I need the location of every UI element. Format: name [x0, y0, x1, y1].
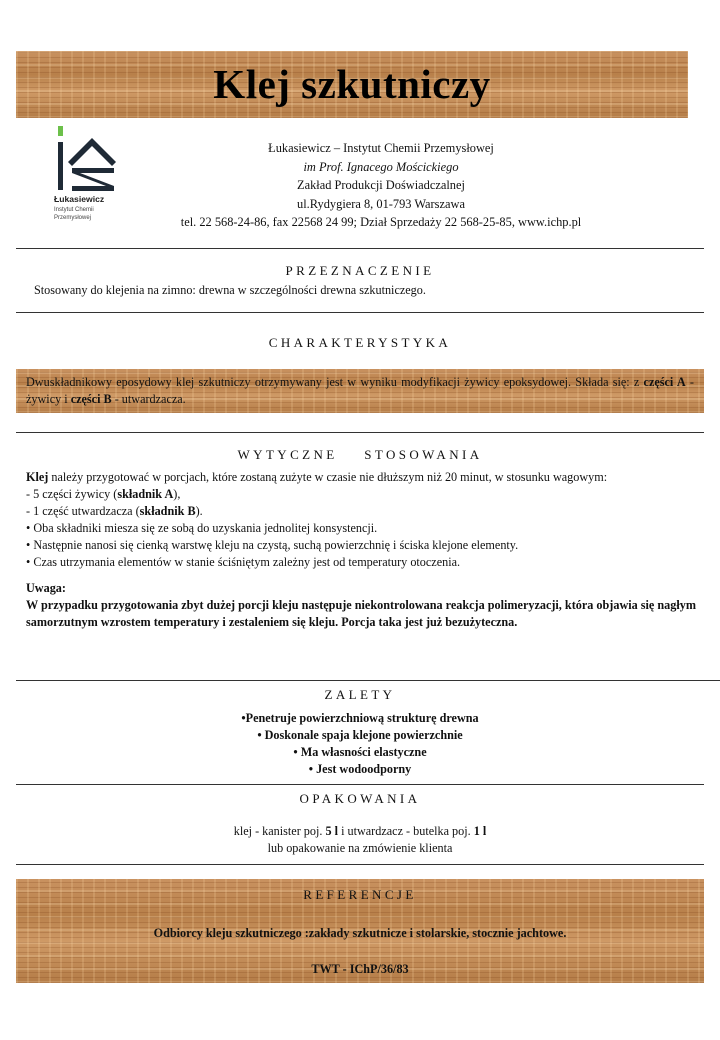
referencje-recipients: Odbiorcy kleju szkutniczego :zakłady szkutnicze i stolarskie, stocznie jachtowe.	[153, 926, 567, 940]
pkg-b: 5 l	[325, 824, 339, 838]
ratio-a-text: - 5 części żywicy (	[26, 487, 118, 501]
section-title-przeznaczenie: PRZEZNACZENIE	[285, 263, 435, 278]
zalety-list	[16, 710, 704, 778]
wytyczne-bullet-1: • Oba składniki miesza się ze sobą do uzyskania jednolitej konsystencji.	[26, 521, 378, 535]
divider	[16, 864, 704, 865]
list-item: • Ma własności elastyczne	[293, 745, 427, 759]
list-item: • Doskonale spaja klejone powierzchnie	[257, 728, 463, 742]
institute-address	[126, 139, 636, 232]
ratio-b-bold: składnik B	[139, 504, 196, 518]
title-banner	[16, 51, 688, 118]
charakterystyka-text	[16, 369, 704, 408]
divider	[16, 784, 704, 785]
institute-logo	[52, 124, 122, 228]
ratio-b-text: - 1 część utwardzacza (	[26, 504, 140, 518]
wyt-intro-text: należy przygotować w porcjach, które zostaną zużyte w czasie nie dłuższym niż 20 minut, w stosunku wagowym:	[48, 470, 608, 484]
lukasiewicz-logo-icon	[52, 124, 122, 194]
logo-subtitle-line2: Przemysłowej	[54, 215, 92, 221]
charakterystyka-band	[16, 369, 704, 413]
uwaga-text: W przypadku przygotowania zbyt dużej porcji kleju następuje niekontrolowana reakcja polimeryzacji, która objawia się nagłym samorzutnym wzrostem temperatury i zestaleniem się kleju. Porcja taka jest już bezużyteczna.	[26, 598, 696, 629]
section-title-charakterystyka: CHARAKTERYSTYKA	[268, 335, 452, 350]
wytyczne-bullet-2: • Następnie nanosi się cienką warstwę kleju na czystą, suchą powierzchnię i ściska klejone elementy.	[26, 538, 519, 552]
contact-line: tel. 22 568-24-86, fax 22568 24 99; Dział Sprzedaży 22 568-25-85, www.ichp.pl	[180, 215, 582, 229]
ratio-b-end: ).	[195, 504, 203, 518]
char-part-b: części B	[70, 392, 112, 406]
list-item: •Penetruje powierzchniową strukturę drewna	[241, 711, 479, 725]
department-name: Zakład Produkcji Doświadczalnej	[297, 178, 465, 192]
pkg-d: 1 l	[473, 824, 487, 838]
institute-patron: im Prof. Ignacego Mościckiego	[303, 159, 459, 174]
spacer	[26, 571, 696, 580]
section-title-referencje: REFERENCJE	[303, 887, 417, 902]
char-part-a: części A	[643, 375, 686, 389]
wytyczne-intro	[26, 469, 696, 486]
logo-name: Łukasiewicz	[54, 194, 105, 204]
char-text-a: Dwuskładnikowy eposydowy klej szkutniczy otrzymywany jest w wyniku modyfikacji żywicy epoksydowej. Składa się: z	[26, 375, 644, 389]
wytyczne-body	[26, 469, 696, 631]
opakowania-text	[16, 823, 704, 857]
pkg-a: klej - kanister poj.	[233, 824, 326, 838]
referencje-band	[16, 879, 704, 983]
logo-subtitle	[54, 206, 124, 222]
char-text-b: - żywicy i	[26, 375, 694, 406]
referencje-code: TWT - IChP/36/83	[311, 962, 409, 976]
ratio-a-bold: składnik A	[117, 487, 174, 501]
street-address: ul.Rydygiera 8, 01-793 Warszawa	[297, 196, 465, 211]
divider	[16, 312, 704, 313]
institute-name: Łukasiewicz – Instytut Chemii Przemysłowej	[268, 141, 494, 155]
wytyczne-ratio-b	[26, 503, 696, 520]
wytyczne-ratio-a	[26, 486, 696, 503]
section-title-wytyczne: WYTYCZNE STOSOWANIA	[237, 447, 483, 462]
uwaga-title: Uwaga:	[26, 581, 66, 595]
divider	[16, 248, 704, 249]
ratio-a-end: ),	[173, 487, 181, 501]
page-title: Klej szkutniczy	[213, 61, 491, 107]
wyt-klej: Klej	[26, 470, 49, 484]
char-text-c: - utwardzacza.	[111, 392, 186, 406]
section-title-opakowania: OPAKOWANIA	[299, 791, 421, 806]
pkg-c: i utwardzacz - butelka poj.	[338, 824, 474, 838]
przeznaczenie-text: Stosowany do klejenia na zimno: drewna w szczególności drewna szkutniczego.	[34, 283, 426, 297]
divider	[16, 432, 704, 433]
logo-subtitle-line1: Instytut Chemii	[54, 207, 94, 213]
divider	[16, 680, 720, 681]
section-title-zalety: ZALETY	[324, 687, 396, 702]
wytyczne-bullet-3: • Czas utrzymania elementów w stanie ściśniętym zależny jest od temperatury otoczenia.	[26, 555, 461, 569]
list-item: • Jest wodoodporny	[308, 762, 412, 776]
packaging-custom: lub opakowanie na zmówienie klienta	[267, 841, 453, 855]
packaging-line	[16, 823, 704, 840]
